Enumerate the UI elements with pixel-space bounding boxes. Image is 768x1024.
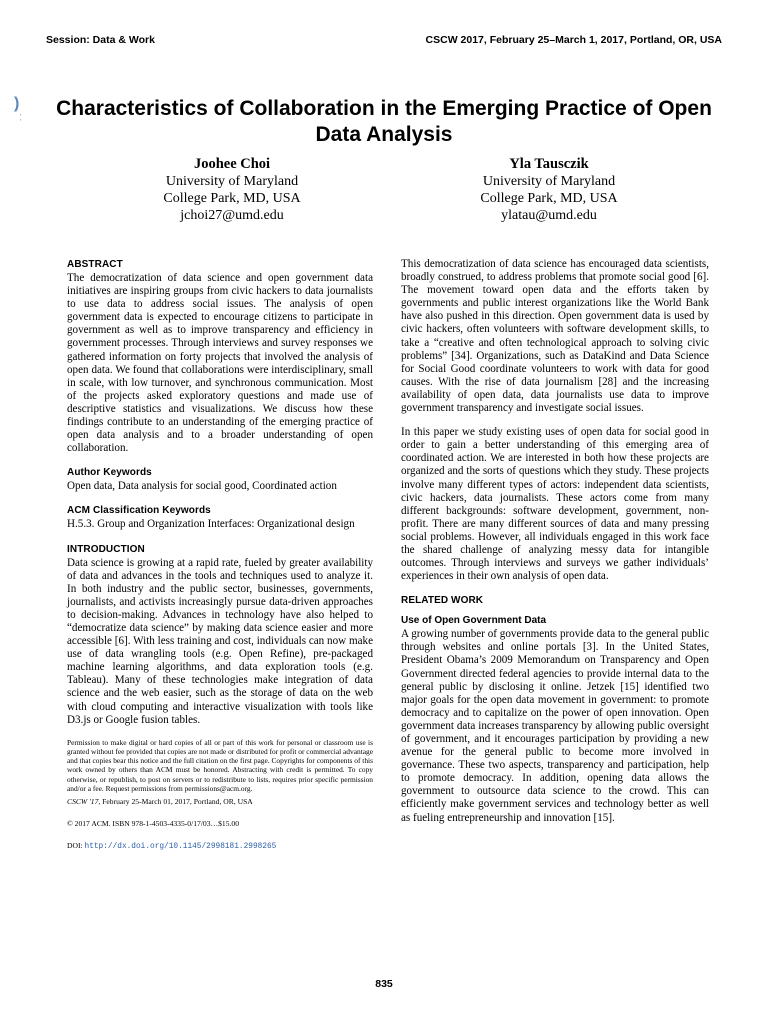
doi-label: DOI: [67,840,85,850]
acm-keywords-text: H.5.3. Group and Organization Interfaces: Organizational design [67,518,355,531]
acm-keywords-heading: ACM Classification Keywords [67,505,211,517]
running-head-session: Session: Data & Work [46,34,155,46]
doi-link[interactable]: http://dx.doi.org/10.1145/2998181.2998265 [84,842,277,851]
conference-line [67,796,373,807]
permission-notice: Permission to make digital or hard copies of all or part of this work for personal or classroom use is granted without fee provided that copies are not made or distributed for profit or commercial advantage and that copies bear this notice and the full citation on the first page. Copyrights for components of this work owned by others than ACM must be honored. Abstracting with credit is permitted. To copy otherwise, or republish, to post on servers or to redistribute to lists, requires prior specific permission and/or a fee. Request permissions from permissions@acm.org. [67,737,373,793]
paper-title: Characteristics of Collaboration in the Emerging Practice of Open Data Analysis [56,97,712,146]
margin-logo-icon: ) ▪ ▪ [14,95,22,122]
author-block-1 [107,156,357,224]
abstract-text: The democratization of data science and open government data initiatives are inspiring groups from civic hackers to data journalists to use data to address social issues. The analysis of open government data is expected to encourage citizens to participate in government as well as to improve transparency and efficiency in government processes. Through interviews and survey responses we gathered information on forty projects that involved the analysis of open data. We found that collaborations were interdisciplinary, small in scale, with low turnover, and synchronous communication. Most of the projects asked exploratory questions and made use of descriptive statistics and visualizations. We discuss how these findings contribute to an understanding of the emerging practice of open data analysis and to a broader understanding of open collaboration. [67,272,373,455]
author-email[interactable]: jchoi27@umd.edu [180,208,284,223]
author-keywords-heading: Author Keywords [67,467,152,479]
author-location: College Park, MD, USA [480,191,618,206]
page-number: 835 [375,978,393,990]
author-name: Yla Tausczik [509,156,589,172]
abstract-heading: ABSTRACT [67,259,123,270]
author-email[interactable]: ylatau@umd.edu [501,208,597,223]
running-head-conference: CSCW 2017, February 25–March 1, 2017, Portland, OR, USA [425,34,722,46]
introduction-heading: INTRODUCTION [67,543,145,555]
related-work-paragraph-1: A growing number of governments provide data to the general public through websites and online portals [3]. In the United States, President Obama’s 2009 Memorandum on Transparency and Open Government directed federal agencies to provide internal data to the general public by disclosing it online. Jetzek [15] identified two major goals for the open data movement in government: to promote democracy and to capitalize on the power of open innovation. Open government data increases transparency by allowing public oversight of government, and it encourages participation by providing a new avenue for the general public to become more involved in governance. These two aspects, transparency and participation, help to promote democracy. In addition, opening data allows the government to outsource data science to the crowd. This can efficiently make government services and technology better as well as fueling entrepreneurship and innovation [15]. [401,628,709,824]
author-keywords-text: Open data, Data analysis for social good, Coordinated action [67,480,337,493]
conference-name: CSCW '17, [67,796,101,806]
conference-details: February 25-March 01, 2017, Portland, OR, USA [100,796,253,806]
left-column [67,258,373,864]
right-column [401,258,709,836]
copyright-line: © 2017 ACM. ISBN 978-1-4503-4335-0/17/03…$15.00 [67,818,239,828]
author-name: Joohee Choi [193,156,271,172]
related-work-heading: RELATED WORK [401,595,484,607]
author-location: College Park, MD, USA [163,191,301,206]
doi-line [67,840,373,853]
related-work-subheading: Use of Open Government Data [401,615,547,627]
author-block-2 [424,156,674,224]
author-affiliation: University of Maryland [482,174,616,189]
author-affiliation: University of Maryland [165,174,299,189]
introduction-paragraph-2: This democratization of data science has encouraged data scientists, broadly construed, to address problems that promote social good [6]. The movement toward open data and the efforts taken by governments and public interest organizations like the World Bank have also pushed in this direction. Open government data is used by civic hackers, often volunteers with software development skills, to take a “creative and often technological approach to solving civic problems” [34]. Organizations, such as DataKind and Data Science for Social Good coordinate volunteers to work with data for good causes. With the rise of data journalism [28] and the increasing availability of open data, data journalists use data to improve government transparency and investigate social issues. [401,258,709,415]
introduction-paragraph-1: Data science is growing at a rapid rate, fueled by greater availability of data and advances in the tools and techniques used to analyze it. In both industry and the public sector, businesses, governments, journalists, and activists increasingly pursue data-driven approaches to decision-making. Advances in technology have also helped to “democratize data science” by making data science easier and more accessible [6]. With less training and cost, individuals can now make use of data wrangling tools (e.g. Open Refine), pre-packaged machine learning algorithms, and data exploration tools (e.g. Tableau). Many of these technologies make integration of data science and the web easier, such as the storage of data on the web with cloud computing and interactive visualization with tools like D3.js or Google fusion tables. [67,556,373,726]
introduction-paragraph-3: In this paper we study existing uses of open data for social good in order to gain a better understanding of this emerging area of coordinated action. We are interested in both how these projects are organized and the sorts of questions which they study. These projects involve many different types of actors: independent data scientists, civic hackers, data journalists. These actors come from many different backgrounds: software development, government, non-profit. There are many different sources of data and many pressing social problems. However, all individuals engaged in this work face the shared challenge of analyzing messy data for intangible outcomes. Through interviews and surveys we gather individuals’ experiences in their own analysis of open data. [401,426,709,583]
